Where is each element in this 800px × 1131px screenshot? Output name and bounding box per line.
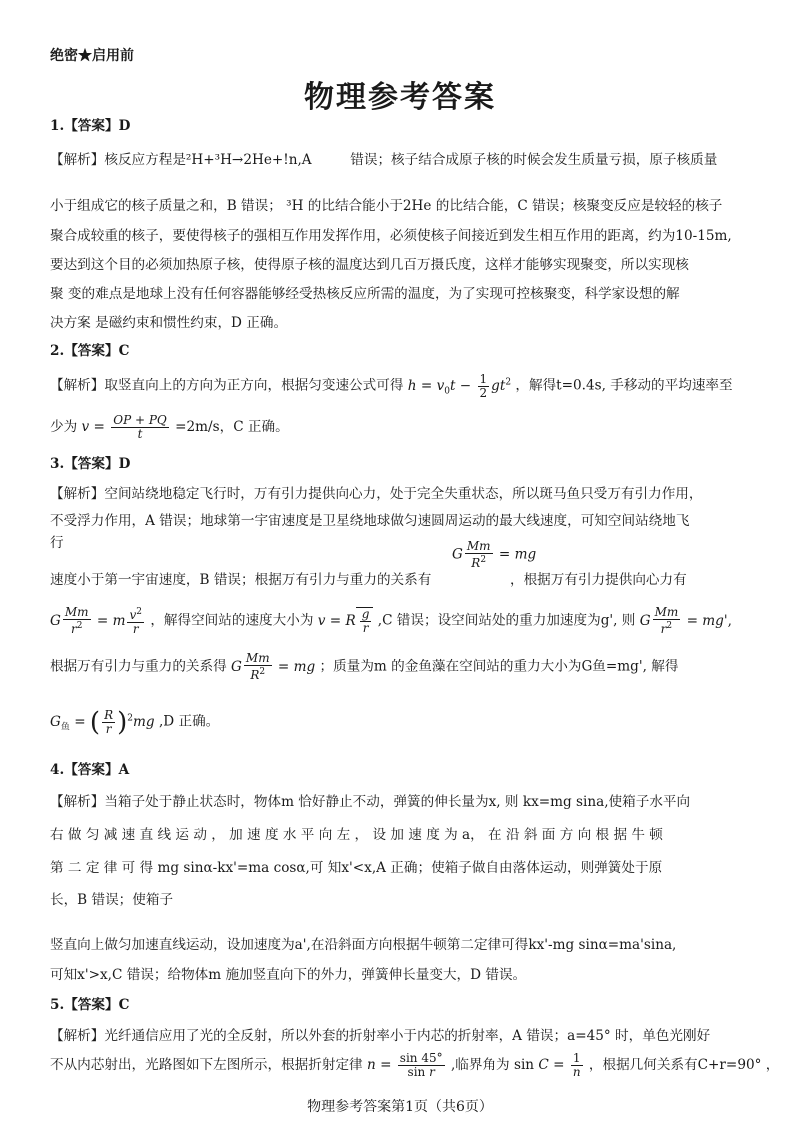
- q2-line-1a: 【解析】取竖直向上的方向为正方向，根据匀变速公式可得: [50, 377, 404, 394]
- q1-line-2: 小于组成它的核子质量之和，B 错误； ³H 的比结合能小于2He 的比结合能，C 错误；核聚变反应是较轻的核子: [50, 198, 723, 214]
- q5-line-2b: ,临界角为: [450, 1057, 510, 1073]
- q3-line-5b: ,C 错误；设空间站处的重力加速度为g', 则: [377, 612, 636, 629]
- formula-centripetal: G $\frac{Mm}{r^2}$ = m $\frac{v^2}{r}$: [50, 605, 142, 636]
- q3-line-7: [50, 708, 219, 737]
- q1-line-6: 决方案 是磁约束和惯性约束，D 正确。: [50, 315, 288, 331]
- q4-line-6: 可知x'>x,C 错误；给物体m 施加竖直向下的外力，弹簧伸长量变大，D 错误。: [50, 967, 527, 983]
- q1-line-1: [50, 150, 717, 170]
- formula-gravity-station: G $\frac{Mm}{r^2}$ = mg',: [639, 605, 732, 636]
- formula-kinematics: $h = v_0t$ − $\frac{1}{2}$ $gt^2$: [407, 371, 512, 400]
- q3-line-6a: 根据万有引力与重力的关系得: [50, 658, 227, 675]
- q2-line-2: [50, 414, 289, 441]
- formula-average-speed: v = $\frac{OP + PQ}{t}$: [81, 413, 167, 441]
- confidential-label: 绝密★启用前: [50, 48, 134, 64]
- q5-line-2: [50, 1052, 779, 1079]
- q3-line-1: 【解析】空间站绕地稳定飞行时，万有引力提供向心力，处于完全失重状态，所以斑马鱼只受万有引力作用，: [50, 486, 703, 502]
- q3-line-4b: ，根据万有引力提供向心力有: [510, 572, 687, 588]
- q1-line-4: 要达到这个目的必须加热原子核，使得原子核的温度达到几百万摄氏度，这样才能够实现聚变，所以实现核: [50, 257, 689, 273]
- q2-line-2b: =2m/s，C 正确。: [175, 419, 289, 435]
- q5-answer: 5.【答案】C: [50, 997, 130, 1013]
- q5-line-2a: 不从内芯射出，光路图如下左图所示，根据折射定律: [50, 1057, 363, 1073]
- q3-line-3: 行: [50, 535, 64, 551]
- q3-line-5: [50, 606, 732, 636]
- q3-line-4: [50, 570, 687, 590]
- q1-line-3: 聚合成较重的核子，要使得核子的强相互作用发挥作用，必须使核子间接近到发生相互作用的距离，约为10-15m,: [50, 228, 732, 244]
- formula-gravity-surface: G $\frac{Mm}{R^2}$ = mg: [452, 539, 537, 570]
- q3-line-2: 不受浮力作用，A 错误；地球第一宇宙速度是卫星绕地球做匀速圆周运动的最大线速度，可知空间站绕地飞: [50, 513, 690, 529]
- q4-line-4: 长，B 错误；使箱子: [50, 892, 174, 908]
- q1-answer: 1.【答案】D: [50, 118, 131, 134]
- q3-line-4a: 速度小于第一宇宙速度，B 错误；根据万有引力与重力的关系有: [50, 572, 432, 588]
- formula-velocity: v = R $\frac{g}{r}$: [318, 613, 374, 629]
- formula-refraction: n = $\frac{\sin 45^\circ}{\text{sin r}}$: [366, 1051, 443, 1079]
- q4-line-2: 右 做 匀 减 速 直 线 运 动 ， 加 速 度 水 平 向 左 ， 设 加 速 度 为 a， 在 沿 斜 面 方 向 根 据 牛 顿: [50, 827, 663, 843]
- q4-line-5: 竖直向上做匀加速直线运动，设加速度为a',在沿斜面方向根据牛顿第二定律可得kx'-mg sinα=ma'sina,: [50, 937, 677, 953]
- q1-line-5: 聚 变的难点是地球上没有任何容器能够经受热核反应所需的温度，为了实现可控核聚变，科学家设想的解: [50, 286, 680, 302]
- q4-answer: 4.【答案】A: [50, 762, 130, 778]
- q1-line-1b: 错误；核子结合成原子核的时候会发生质量亏损，原子核质量: [350, 152, 718, 168]
- q2-line-1: [50, 372, 733, 401]
- formula-gravity-relation: G $\frac{Mm}{R^2}$ = mg: [231, 651, 316, 682]
- q5-line-2c: ，根据几何关系有C+r=90° ，: [588, 1057, 780, 1073]
- q2-line-2a: 少为: [50, 419, 78, 435]
- q4-line-1: 【解析】当箱子处于静止状态时，物体m 恰好静止不动，弹簧的伸长量为x, 则 kx=mg sina,使箱子水平向: [50, 794, 691, 810]
- q4-line-3: 第 二 定 律 可 得 mg sinα-kx'=ma cosα,可 知x'<x,A 正确；使箱子做自由落体运动，则弹簧处于原: [50, 860, 663, 876]
- q3-line-5a: ，解得空间站的速度大小为: [150, 612, 314, 629]
- q5-line-1: 【解析】光纤通信应用了光的全反射，所以外套的折射率小于内芯的折射率，A 错误；a=45° 时，单色光刚好: [50, 1028, 711, 1044]
- q3-line-6b: ；质量为m 的金鱼藻在空间站的重力大小为G鱼=mg', 解得: [319, 658, 679, 675]
- page-footer: 物理参考答案第1页（共6页）: [307, 1099, 493, 1115]
- page-title: 物理参考答案: [304, 80, 496, 115]
- q1-line-1a: 【解析】核反应方程是²H+³H→2He+!n,A: [50, 152, 312, 168]
- formula-weight-ratio: $G_鱼$ = ( $\frac{R}{r}$ )$^2$mg: [50, 707, 155, 738]
- q3-line-6: [50, 652, 678, 682]
- q2-answer: 2.【答案】C: [50, 343, 130, 359]
- q2-line-1b: ，解得t=0.4s, 手移动的平均速率至: [515, 377, 733, 394]
- formula-critical-angle: sin C = $\frac{1}{n}$: [513, 1051, 581, 1079]
- q3-line-7-text: ,D 正确。: [158, 713, 220, 730]
- q3-answer: 3.【答案】D: [50, 456, 131, 472]
